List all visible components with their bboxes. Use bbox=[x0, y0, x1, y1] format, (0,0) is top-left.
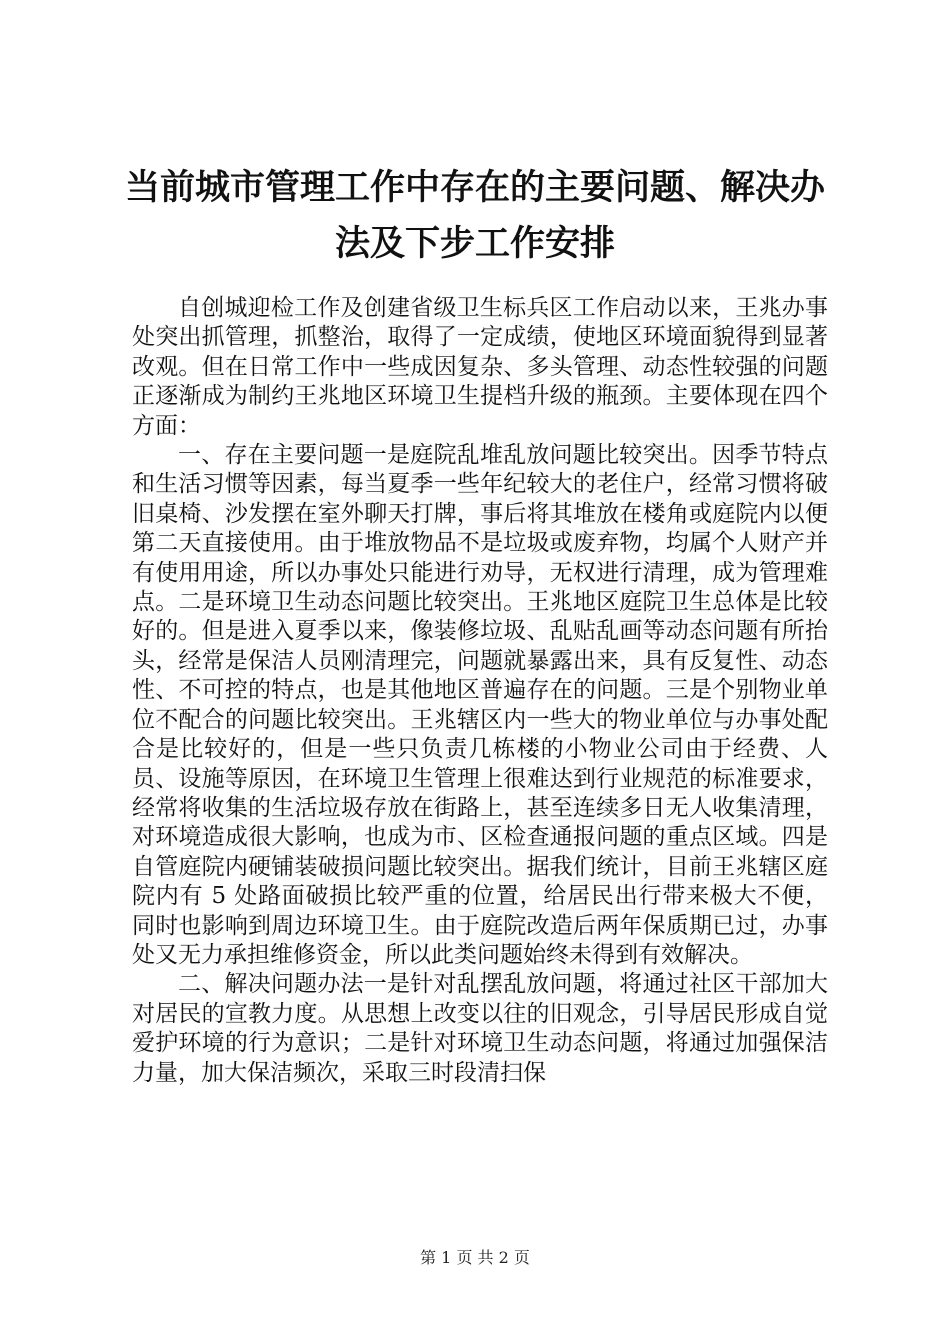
page-footer: 第 1 页 共 2 页 bbox=[420, 1248, 530, 1267]
paragraph-problems: 一、存在主要问题一是庭院乱堆乱放问题比较突出。因季节特点和生活习惯等因素，每当夏季一些年纪较大的老住户，经常习惯将破旧桌椅、沙发摆在室外聊天打牌，事后将其堆放在楼角或庭院内以便第二天直接使用。由于堆放物品不是垃圾或废弃物，均属个人财产并有使用用途，所以办事处只能进行劝导，无权进行清理，成为管理难点。二是环境卫生动态问题比较突出。王兆地区庭院卫生总体是比较好的。但是进入夏季以来，像装修垃圾、乱贴乱画等动态问题有所抬头，经常是保洁人员刚清理完，问题就暴露出来，具有反复性、动态性、不可控的特点，也是其他地区普遍存在的问题。三是个别物业单位不配合的问题比较突出。王兆辖区内一些大的物业单位与办事处配合是比较好的，但是一些只负责几栋楼的小物业公司由于经费、人员、设施等原因，在环境卫生管理上很难达到行业规范的标准要求，经常将收集的生活垃圾存放在街路上，甚至连续多日无人收集清理，对环境造成很大影响，也成为市、区检查通报问题的重点区域。四是自管庭院内硬铺装破损问题比较突出。据我们统计，目前王兆辖区庭院内有 5 处路面破损比较严重的位置，给居民出行带来极大不便，同时也影响到周边环境卫生。由于庭院改造后两年保质期已过，办事处又无力承担维修资金，所以此类问题始终未得到有效解决。 bbox=[132, 442, 828, 968]
paragraph-solutions: 二、解决问题办法一是针对乱摆乱放问题，将通过社区干部加大对居民的宣教力度。从思想上改变以往的旧观念，引导居民形成自觉爱护环境的行为意识；二是针对环境卫生动态问题，将通过加强保洁力量，加大保洁频次，采取三时段清扫保 bbox=[132, 971, 828, 1086]
paragraph-intro: 自创城迎检工作及创建省级卫生标兵区工作启动以来，王兆办事处突出抓管理，抓整治，取得了一定成绩，使地区环境面貌得到显著改观。但在日常工作中一些成因复杂、多头管理、动态性较强的问题正逐渐成为制约王兆地区环境卫生提档升级的瓶颈。主要体现在四个方面： bbox=[132, 295, 828, 439]
document-title: 当前城市管理工作中存在的主要问题、解决办法及下步工作安排 bbox=[124, 167, 825, 264]
document-body bbox=[132, 294, 828, 1088]
